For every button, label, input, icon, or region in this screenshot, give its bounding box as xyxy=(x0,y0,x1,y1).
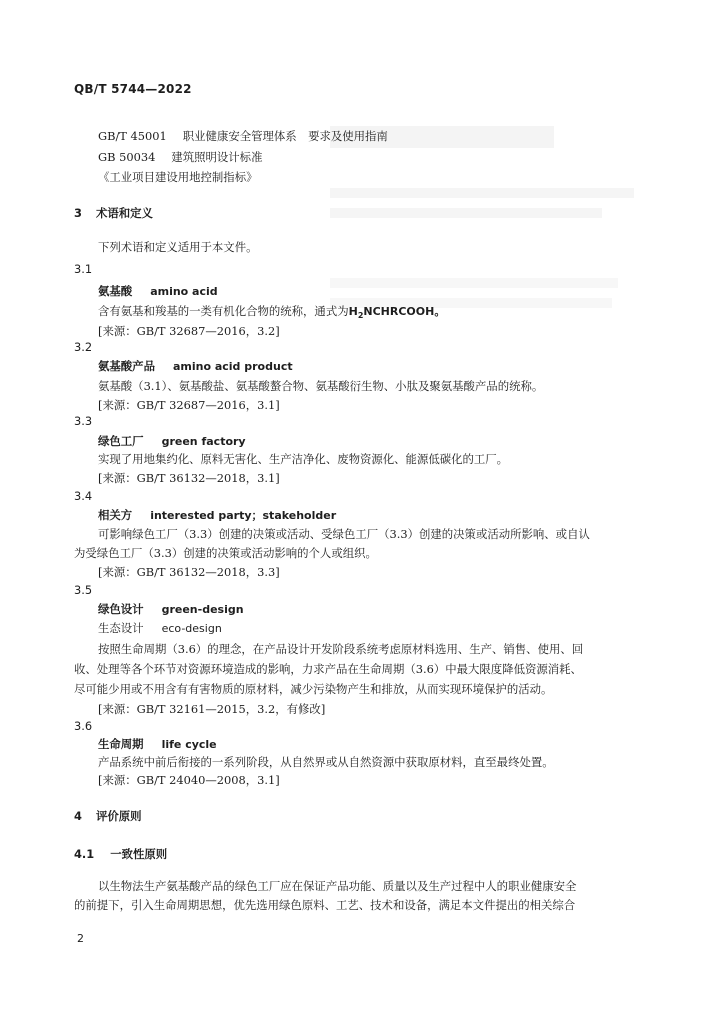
section-title: 评价原则 xyxy=(95,809,142,823)
term-en: green factory xyxy=(161,435,246,448)
term-definition: 产品系统中前后衔接的一系列阶段，从自然界或从自然资源中获取原材料，直至最终处置。 xyxy=(98,755,554,769)
term-cn: 相关方 xyxy=(98,508,133,522)
subsection-number: 4.1 xyxy=(74,847,95,861)
term-definition: 尽可能少用或不用含有有害物质的原材料，减少污染物产生和排放，从而实现环境保护的活动。 xyxy=(74,682,553,696)
term-cn: 绿色工厂 xyxy=(98,434,144,448)
section-number: 3 xyxy=(74,206,82,220)
term-cn: 生命周期 xyxy=(98,737,144,751)
term-en: amino acid xyxy=(150,285,218,298)
term-title xyxy=(98,507,336,524)
term-definition: 为受绿色工厂（3.3）创建的决策或活动影响的个人或组织。 xyxy=(74,546,377,560)
term-title xyxy=(98,283,218,300)
page-number: 2 xyxy=(77,932,84,945)
term-source: [来源：GB/T 36132—2018，3.3] xyxy=(98,565,280,579)
term-definition: 实现了用地集约化、原料无害化、生产洁净化、废物资源化、能源低碳化的工厂。 xyxy=(98,452,509,466)
term-cn: 氨基酸产品 xyxy=(98,359,155,373)
section-intro: 下列术语和定义适用于本文件。 xyxy=(98,240,258,254)
section-title: 术语和定义 xyxy=(95,206,153,220)
subsection-heading xyxy=(74,846,167,862)
term-title xyxy=(98,433,246,450)
term-number: 3.2 xyxy=(74,340,93,354)
term-cn: 氨基酸 xyxy=(98,284,133,298)
reference-title: 职业健康安全管理体系 要求及使用指南 xyxy=(182,129,388,143)
term-number: 3.1 xyxy=(74,262,93,276)
term-source: [来源：GB/T 32687—2016，3.2] xyxy=(98,324,280,338)
reference-item xyxy=(98,169,257,185)
term-title xyxy=(98,601,244,618)
reference-item xyxy=(98,149,262,165)
term-definition: 氨基酸（3.1）、氨基酸盐、氨基酸螯合物、氨基酸衍生物、小肽及聚氨基酸产品的统称。 xyxy=(98,379,544,393)
term-en: eco-design xyxy=(161,622,222,635)
term-source: [来源：GB/T 32161—2015，3.2，有修改] xyxy=(98,702,326,716)
section-heading xyxy=(74,808,142,824)
term-number: 3.4 xyxy=(74,489,93,503)
term-en: interested party；stakeholder xyxy=(150,509,337,522)
term-source: [来源：GB/T 32687—2016，3.1] xyxy=(98,398,280,412)
body-paragraph-line: 的前提下，引入生命周期思想，优先选用绿色原料、工艺、技术和设备，满足本文件提出的相关综合 xyxy=(74,898,576,912)
term-source: [来源：GB/T 24040—2008，3.1] xyxy=(98,773,280,787)
term-definition: 按照生命周期（3.6）的理念，在产品设计开发阶段系统考虑原材料选用、生产、销售、使用、回 xyxy=(98,642,584,656)
term-title xyxy=(98,358,293,375)
subsection-title: 一致性原则 xyxy=(110,847,168,861)
document-code-header: QB/T 5744—2022 xyxy=(74,82,192,96)
term-definition: 收、处理等各个环节对资源环境造成的影响，力求产品在生命周期（3.6）中最大限度降低资源消耗、 xyxy=(74,662,582,676)
section-number: 4 xyxy=(74,809,82,823)
term-en: life cycle xyxy=(161,738,217,751)
term-cn: 生态设计 xyxy=(98,621,144,635)
term-number: 3.6 xyxy=(74,719,93,733)
section-heading xyxy=(74,205,153,221)
term-number: 3.5 xyxy=(74,583,93,597)
term-source: [来源：GB/T 36132—2018，3.1] xyxy=(98,471,280,485)
reference-code: GB/T 45001 xyxy=(98,129,167,143)
bleed-through-text xyxy=(330,120,650,318)
reference-code: GB 50034 xyxy=(98,150,156,164)
term-definition: 可影响绿色工厂（3.3）创建的决策或活动、受绿色工厂（3.3）创建的决策或活动所影响、或自认 xyxy=(98,527,590,541)
term-definition: 含有氨基和羧基的一类有机化合物的统称，通式为$H_2NCHRCOOH$。 xyxy=(98,304,446,321)
term-cn: 绿色设计 xyxy=(98,602,144,616)
term-title-alt xyxy=(98,620,222,637)
term-en: green-design xyxy=(161,603,244,616)
reference-title: 《工业项目建设用地控制指标》 xyxy=(98,170,258,184)
term-en: amino acid product xyxy=(172,360,293,373)
reference-title: 建筑照明设计标准 xyxy=(171,150,263,164)
reference-item xyxy=(98,128,388,144)
body-paragraph-line: 以生物法生产氨基酸产品的绿色工厂应在保证产品功能、质量以及生产过程中人的职业健康安全 xyxy=(98,879,577,893)
term-number: 3.3 xyxy=(74,414,93,428)
term-title xyxy=(98,736,217,753)
